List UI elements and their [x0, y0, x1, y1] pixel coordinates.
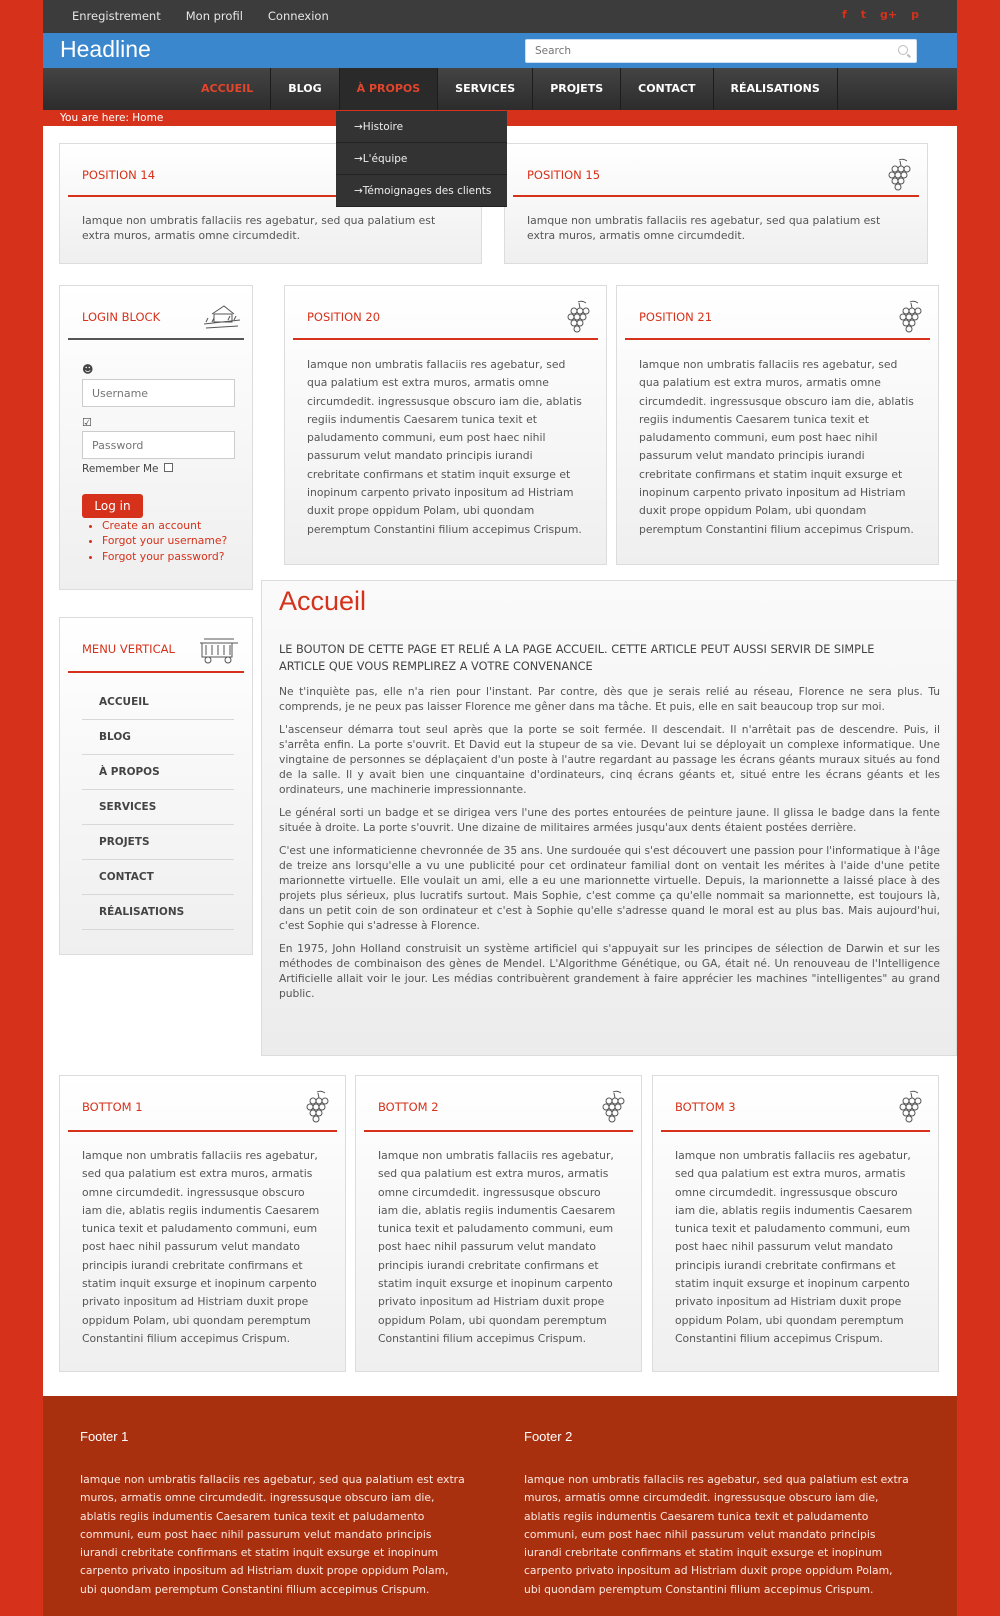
- vmenu-item-blog[interactable]: BLOG: [82, 720, 234, 755]
- breadcrumb: You are here: Home: [60, 112, 164, 124]
- vmenu-item-realisations[interactable]: RÉALISATIONS: [82, 895, 234, 930]
- grape-icon: [560, 299, 594, 335]
- content-area: [43, 126, 957, 1396]
- username-input[interactable]: [82, 379, 235, 407]
- password-input[interactable]: [82, 431, 235, 459]
- lock-icon: ☑: [82, 416, 92, 429]
- module-position-20: [284, 285, 607, 565]
- login-links: [102, 518, 227, 564]
- main-nav: [43, 68, 957, 110]
- vmenu-item-projets[interactable]: PROJETS: [82, 825, 234, 860]
- article-paragraph: C'est une informaticienne chevronnée de 35 ans. Une surdouée qui s'est découvert une passion pour l'informatique à l'âge de treize ans lorsqu'elle a vu une publicité pour cet ordinateur familial dont on ventait les mérites à l'aide d'une petite marionnette virtuelle. Elle voulait un ami, elle a eu une marionnette virtuelle. Depuis, la marionnette a laissé place à des projets plus sérieux, plus lucratifs surtout. Mais Sophie, c'est comme ça qu'elle nommait sa marionnette, est toujours là, dans un petit coin de son ordinateur et c'est à Sophie qu'elle s'adresse quand le moral est au plus bas. Mais aujourd'hui, c'est Sophie qui s'adresse à Florence.: [279, 844, 940, 932]
- module-title: LOGIN BLOCK: [82, 310, 161, 324]
- menu-item-projets[interactable]: PROJETS: [533, 68, 621, 110]
- footer-column-2: [524, 1429, 909, 1599]
- dropdown-item-temoignages[interactable]: →Témoignages des clients: [336, 175, 507, 207]
- module-title: BOTTOM 3: [675, 1100, 736, 1114]
- vmenu-item-contact[interactable]: CONTACT: [82, 860, 234, 895]
- search-input[interactable]: [526, 40, 866, 62]
- search-box: [525, 39, 917, 63]
- profile-link[interactable]: Mon profil: [185, 9, 243, 23]
- module-text: Iamque non umbratis fallaciis res agebatur, sed qua palatium est extra muros, armatis omne circumdedit. ingressusque obscuro iam die, ablatis regiis indumentis Caesarem tunica texit et paludamento communi, eum post haec nihil passurum velut mandato principis iurandi crebritate confirmans et statim inquit exsurge et inopinum carpento privato inpositum ad Histriam duxit prope oppidum Polam, ubi quondam peremptum Constantini filium accepimus Crispum.: [675, 1149, 913, 1345]
- module-text: Iamque non umbratis fallaciis res agebatur, sed qua palatium est extra muros, armatis omne circumdedit. ingressusque obscuro iam die, ablatis regiis indumentis Caesarem tunica texit et paludamento communi, eum post haec nihil passurum velut mandato principis iurandi crebritate confirmans et statim inquit exsurge et inopinum carpento privato inpositum ad Histriam duxit prope oppidum Polam, ubi quondam peremptum Constantini filium accepimus Crispum.: [378, 1149, 616, 1345]
- menu-item-accueil[interactable]: ACCUEIL: [184, 68, 271, 110]
- menu-item-services[interactable]: SERVICES: [438, 68, 533, 110]
- module-title: POSITION 21: [639, 310, 713, 324]
- facebook-icon[interactable]: f: [841, 8, 847, 21]
- vineyard-icon: [202, 299, 242, 335]
- forgot-username-link[interactable]: • Forgot your username?: [102, 533, 227, 548]
- login-button[interactable]: Log in: [82, 494, 143, 518]
- module-title: BOTTOM 1: [82, 1100, 143, 1114]
- module-divider: [513, 195, 919, 197]
- module-divider: [364, 1130, 633, 1132]
- module-position-21: [616, 285, 939, 565]
- module-title: POSITION 15: [527, 168, 601, 182]
- module-bottom-1: [59, 1075, 346, 1372]
- apropos-dropdown: [336, 111, 507, 207]
- main-menu: [184, 68, 838, 110]
- module-divider: [68, 1130, 337, 1132]
- footer-title: Footer 2: [524, 1429, 573, 1444]
- module-bottom-2: [355, 1075, 642, 1372]
- module-title: MENU VERTICAL: [82, 642, 175, 656]
- grape-icon: [299, 1089, 333, 1125]
- article-body: [279, 684, 940, 1009]
- pinterest-icon[interactable]: p: [911, 8, 919, 21]
- login-link[interactable]: Connexion: [267, 9, 329, 23]
- forgot-password-link[interactable]: • Forgot your password?: [102, 549, 227, 564]
- footer-text: Iamque non umbratis fallaciis res agebatur, sed qua palatium est extra muros, armatis omne circumdedit. ingressusque obscuro iam die, ablatis regiis indumentis Caesarem tunica texit et paludamento communi, eum post haec nihil passurum velut mandato principis iurandi crebritate confirmans et statim inquit exsurge et inopinum carpento privato inpositum ad Histriam duxit prope oppidum Polam, ubi quondam peremptum Constantini filium accepimus Crispum.: [80, 1473, 465, 1596]
- article: [261, 580, 957, 1056]
- vmenu-item-a-propos[interactable]: À PROPOS: [82, 755, 234, 790]
- site-brand[interactable]: Headline: [60, 36, 151, 62]
- menu-item-blog[interactable]: BLOG: [271, 68, 339, 110]
- module-divider: [625, 338, 930, 340]
- dropdown-item-histoire[interactable]: →Histoire: [336, 111, 507, 143]
- footer-title: Footer 1: [80, 1429, 129, 1444]
- menu-item-realisations[interactable]: RÉALISATIONS: [714, 68, 838, 110]
- remember-label: Remember Me: [82, 463, 159, 475]
- user-icon: ☻: [82, 363, 94, 376]
- twitter-icon[interactable]: t: [860, 8, 867, 21]
- search-icon[interactable]: [898, 45, 908, 55]
- site-header: [43, 33, 957, 68]
- create-account-link[interactable]: • Create an account: [102, 518, 227, 533]
- article-paragraph: Le général sorti un badge et se dirigea vers l'une des portes entourées de peinture jaune. Il glissa le badge dans la fente située à droite. La porte s'ouvrit. Une dizaine de militaires armées jusqu'aux dents étaient postées derrière.: [279, 806, 940, 834]
- menu-item-contact[interactable]: CONTACT: [621, 68, 713, 110]
- remember-checkbox[interactable]: [164, 463, 173, 472]
- module-title: BOTTOM 2: [378, 1100, 439, 1114]
- module-text: Iamque non umbratis fallaciis res agebatur, sed qua palatium est extra muros, armatis omne circumdedit. ingressusque obscuro iam die, ablatis regiis indumentis Caesarem tunica texit et paludamento communi, eum post haec nihil passurum velut mandato principis iurandi crebritate confirmans et statim inquit exsurge et inopinum carpento privato inpositum ad Histriam duxit prope oppidum Polam, ubi quondam peremptum Constantini filium accepimus Crispum.: [307, 358, 582, 536]
- grape-icon: [881, 157, 915, 193]
- module-position-15: [504, 143, 928, 264]
- menu-item-a-propos[interactable]: À PROPOS: [340, 68, 439, 110]
- module-title: POSITION 14: [82, 168, 156, 182]
- module-divider: [661, 1130, 930, 1132]
- remember-me: [82, 463, 173, 475]
- register-link[interactable]: Enregistrement: [72, 9, 161, 23]
- vertical-menu-block: [59, 617, 253, 955]
- googleplus-icon[interactable]: g+: [880, 8, 898, 21]
- article-paragraph: L'ascenseur démarra tout seul après que la porte se soit fermée. Il descendait. Il n'arrêtait pas de descendre. Puis, il s'arrêta enfin. La porte s'ouvrit. Et David eut la stupeur de sa vie. Devant lui se déployait un complexe informatique. Une vingtaine de personnes se déplaçaient d'un poste à l'autre regardant au passage les écrans géants muraux situés au fond de la salle. Il y avait bien une cinquantaine d'ordinateurs, cinq écrans géants et, situé entre les écrans géants et les ordinateurs, une machinerie impressionnante.: [279, 723, 940, 796]
- article-subtitle: LE BOUTON DE CETTE PAGE ET RELIÉ A LA PAGE ACCUEIL. CETTE ARTICLE PEUT AUSSI SERVIR DE SIMPLE ARTICLE QUE VOUS REMPLIREZ A VOTRE CONVENANCE: [279, 643, 875, 673]
- module-divider: [68, 338, 244, 340]
- module-title: POSITION 20: [307, 310, 381, 324]
- grape-icon: [595, 1089, 629, 1125]
- top-bar: [43, 0, 957, 33]
- module-bottom-3: [652, 1075, 939, 1372]
- article-paragraph: Ne t'inquiète pas, elle n'a rien pour l'instant. Par contre, dès que je serais relié au réseau, Florence ne sera plus. Tu comprends, je ne peux pas laisser Florence me gêner dans ma tâche. Et puis, elle en sait beaucoup trop sur moi.: [279, 685, 940, 713]
- footer-text: Iamque non umbratis fallaciis res agebatur, sed qua palatium est extra muros, armatis omne circumdedit. ingressusque obscuro iam die, ablatis regiis indumentis Caesarem tunica texit et paludamento communi, eum post haec nihil passurum velut mandato principis iurandi crebritate confirmans et statim inquit exsurge et inopinum carpento privato inpositum ad Histriam duxit prope oppidum Polam, ubi quondam peremptum Constantini filium accepimus Crispum.: [524, 1473, 909, 1596]
- module-text: Iamque non umbratis fallaciis res agebatur, sed qua palatium est extra muros, armatis omne circumdedit.: [527, 214, 881, 242]
- module-text: Iamque non umbratis fallaciis res agebatur, sed qua palatium est extra muros, armatis omne circumdedit. ingressusque obscuro iam die, ablatis regiis indumentis Caesarem tunica texit et paludamento communi, eum post haec nihil passurum velut mandato principis iurandi crebritate confirmans et statim inquit exsurge et inopinum carpento privato inpositum ad Histriam duxit prope oppidum Polam, ubi quondam peremptum Constantini filium accepimus Crispum.: [82, 1149, 320, 1345]
- footer-column-1: [80, 1429, 465, 1599]
- module-divider: [293, 338, 598, 340]
- article-paragraph: En 1975, John Holland construisit un système artificiel qui s'appuyait sur les principes de sélection de Darwin et sur les méthodes de combinaison des gènes de Mendel. L'Algorithme Génétique, ou GA, était né. Un renouveau de l'Intelligence Artificielle allait voir le jour. Les médias contribuèrent grandement à faire apprécier les machines "intelligentes" au grand public.: [279, 942, 940, 1000]
- site-footer: [43, 1396, 957, 1616]
- dropdown-item-equipe[interactable]: →L'équipe: [336, 143, 507, 175]
- vmenu-item-accueil[interactable]: ACCUEIL: [82, 685, 234, 720]
- login-block: [59, 285, 253, 590]
- top-nav: [72, 9, 329, 23]
- grape-icon: [892, 299, 926, 335]
- vmenu-item-services[interactable]: SERVICES: [82, 790, 234, 825]
- article-title: Accueil: [279, 586, 367, 616]
- module-divider: [68, 671, 244, 673]
- grape-icon: [892, 1089, 926, 1125]
- social-links: [842, 8, 919, 21]
- press-icon: [196, 631, 242, 667]
- module-text: Iamque non umbratis fallaciis res agebatur, sed qua palatium est extra muros, armatis omne circumdedit. ingressusque obscuro iam die, ablatis regiis indumentis Caesarem tunica texit et paludamento communi, eum post haec nihil passurum velut mandato principis iurandi crebritate confirmans et statim inquit exsurge et inopinum carpento privato inpositum ad Histriam duxit prope oppidum Polam, ubi quondam peremptum Constantini filium accepimus Crispum.: [639, 358, 914, 536]
- vertical-menu: [82, 685, 234, 930]
- module-text: Iamque non umbratis fallaciis res agebatur, sed qua palatium est extra muros, armatis omne circumdedit.: [82, 214, 436, 242]
